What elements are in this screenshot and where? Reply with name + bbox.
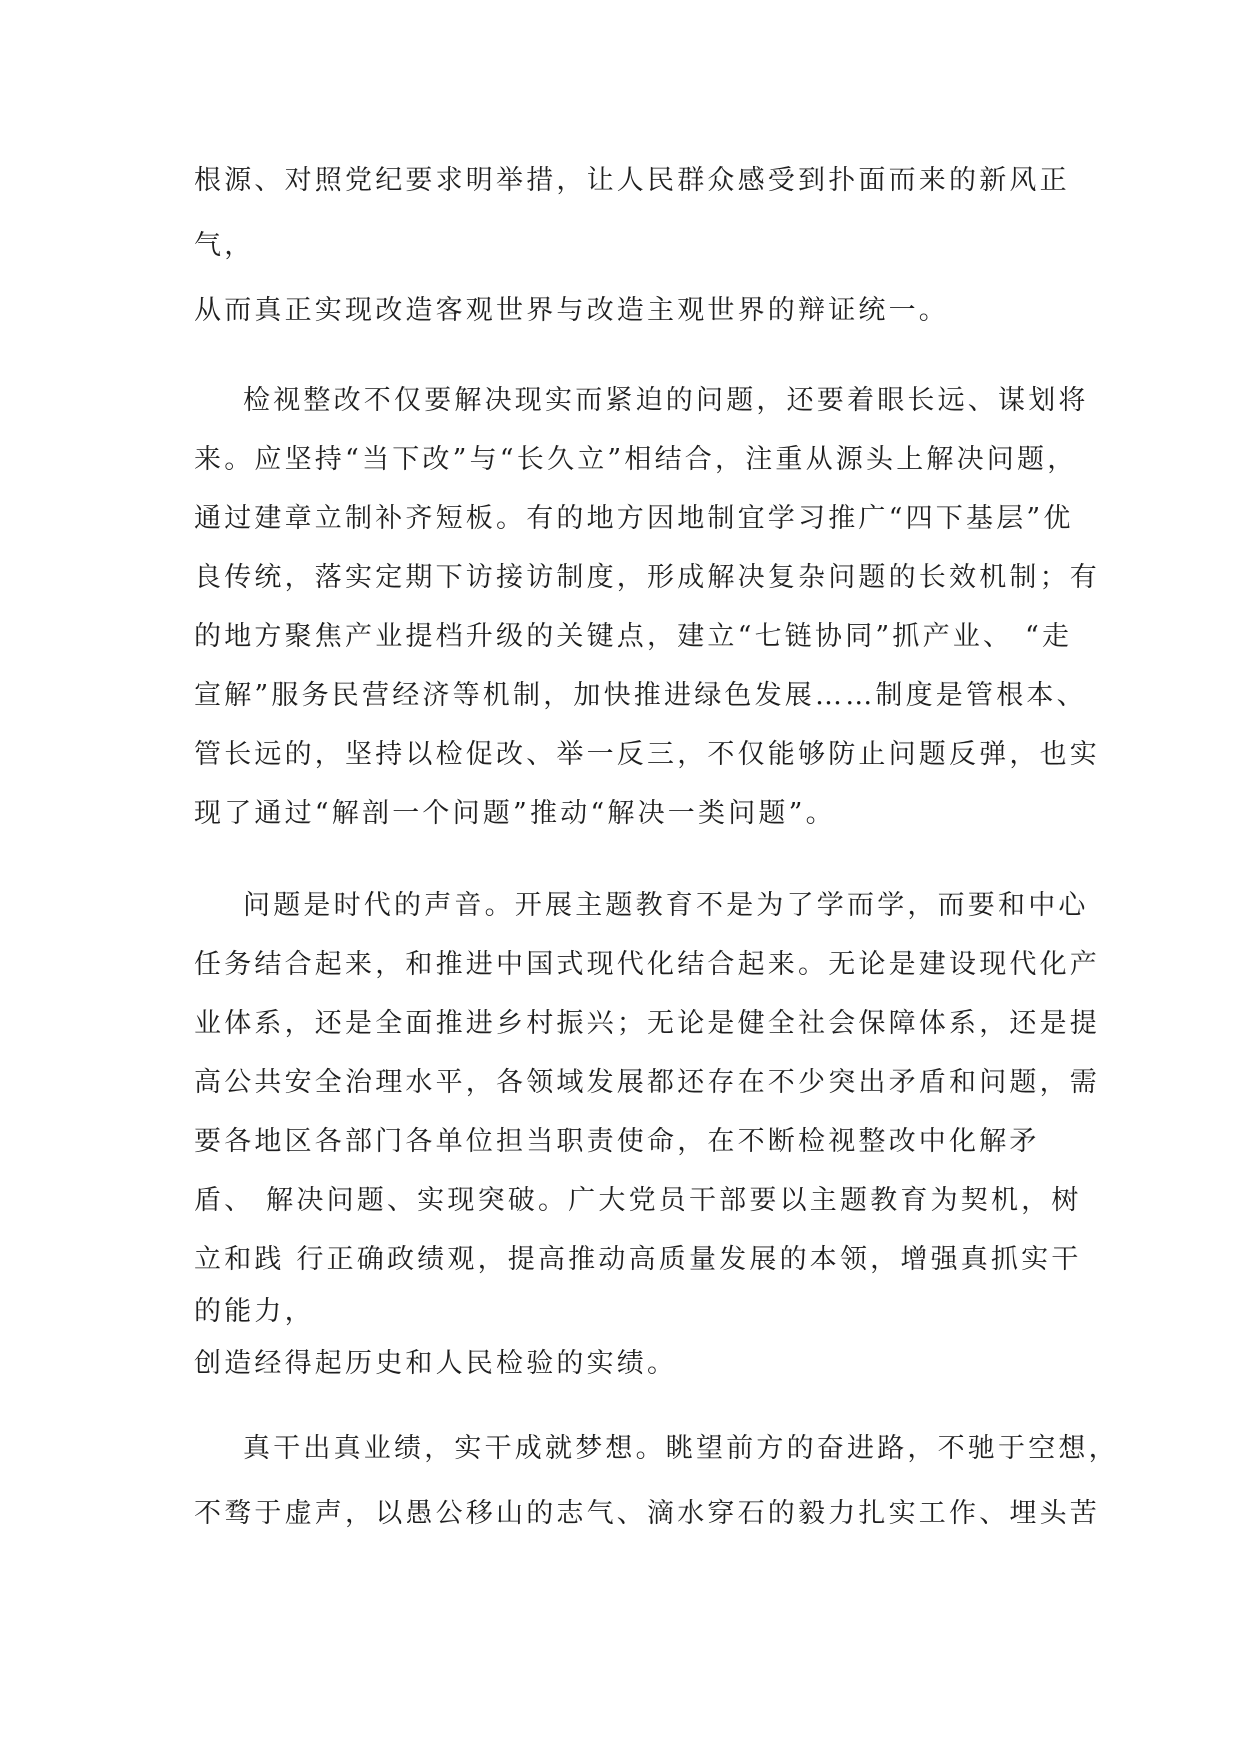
text-line: 现了通过“解剖一个问题”推动“解决一类问题”。 (194, 798, 836, 829)
text-line: 管长远的，坚持以检促改、举一反三，不仅能够防止问题反弹，也实 (194, 739, 1100, 770)
text-line: 不骛于虚声，以愚公移山的志气、滴水穿石的毅力扎实工作、埋头苦 (194, 1498, 1100, 1529)
text-line: 气， (194, 230, 255, 261)
text-line: 来。应坚持“当下改”与“长久立”相结合，注重从源头上解决问题， (194, 444, 1078, 475)
text-line: 的地方聚焦产业提档升级的关键点，建立“七链协同”抓产业、 “走 (194, 621, 1073, 652)
text-line: 盾、 解决问题、实现突破。广大党员干部要以主题教育为契机，树 (194, 1185, 1082, 1216)
text-line: 任务结合起来，和推进中国式现代化结合起来。无论是建设现代化产 (194, 949, 1100, 980)
text-line: 根源、对照党纪要求明举措，让人民群众感受到扑面而来的新风正 (194, 165, 1070, 196)
paragraph-first-line: 问题是时代的声音。开展主题教育不是为了学而学，而要和中心 (243, 890, 1089, 921)
text-line: 的能力， (194, 1296, 315, 1327)
text-line: 高公共安全治理水平，各领域发展都还存在不少突出矛盾和问题，需 (194, 1067, 1100, 1098)
text-line: 良传统，落实定期下访接访制度，形成解决复杂问题的长效机制；有 (194, 562, 1100, 593)
paragraph-first-line: 真干出真业绩，实干成就梦想。眺望前方的奋进路，不驰于空想， (243, 1433, 1119, 1464)
text-line: 通过建章立制补齐短板。有的地方因地制宜学习推广“四下基层”优 (194, 503, 1074, 534)
text-line: 立和践 行正确政绩观，提高推动高质量发展的本领，增强真抓实干 (194, 1244, 1082, 1275)
text-line: 要各地区各部门各单位担当职责使命，在不断检视整改中化解矛 (194, 1126, 1040, 1157)
text-line: 从而真正实现改造客观世界与改造主观世界的辩证统一。 (194, 295, 949, 326)
text-line: 宣解”服务民营经济等机制，加快推进绿色发展……制度是管根本、 (194, 680, 1087, 711)
text-line: 业体系，还是全面推进乡村振兴；无论是健全社会保障体系，还是提 (194, 1008, 1100, 1039)
paragraph-first-line: 检视整改不仅要解决现实而紧迫的问题，还要着眼长远、谋划将 (243, 385, 1089, 416)
text-line: 创造经得起历史和人民检验的实绩。 (194, 1348, 678, 1379)
